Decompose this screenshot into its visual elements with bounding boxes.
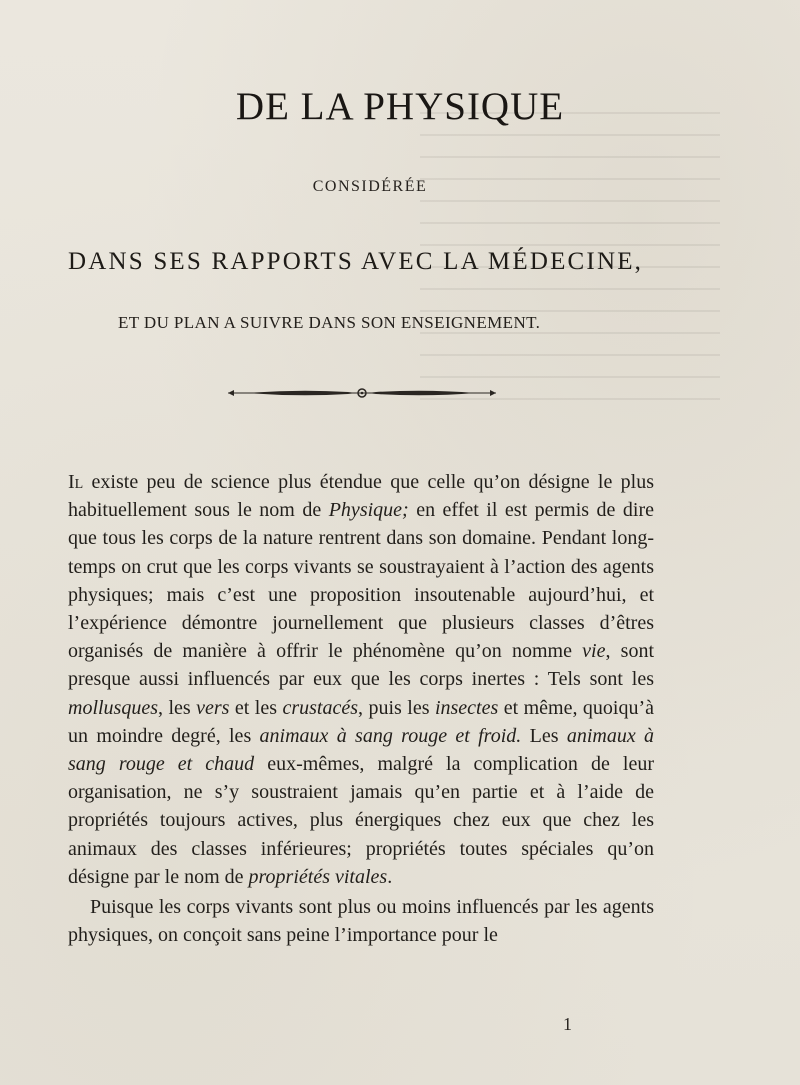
- italic-term: vie: [582, 640, 606, 663]
- italic-term: propriétés vitales: [248, 865, 388, 888]
- italic-term: mollusques: [68, 696, 158, 719]
- paragraph-1: [68, 468, 654, 891]
- italic-term: animaux à sang rouge et froid.: [259, 724, 522, 747]
- page-number: 1: [563, 1014, 572, 1034]
- paragraph-2: Puisque les corps vivants sont plus ou moins influencés par les agents physiques, on conçoit sans peine l’importance pour le: [68, 896, 654, 947]
- italic-term: crustacés: [282, 696, 359, 719]
- body-text: [68, 468, 654, 949]
- text-run: .: [387, 865, 393, 888]
- title-line-plan: ET DU PLAN A SUIVRE DANS SON ENSEIGNEMENT.: [118, 313, 541, 332]
- italic-term: insectes: [434, 696, 499, 719]
- text-run: , les: [158, 696, 197, 719]
- page-title: DE LA PHYSIQUE: [235, 85, 565, 128]
- text-run: existe peu de science plus étendue que celle qu’on désigne le plus habituellement sous le nom de: [68, 471, 654, 522]
- text-run: eux-mêmes, malgré la complication de leur organisation, ne s’y soustraient jamais qu’en partie et à l’aide de propriétés toujours actives, plus énergiques chez eux que chez les animaux des classes inférieures; propriétés toutes spéciales qu’on désigne par le nom de: [68, 753, 654, 888]
- title-subtitle: CONSIDÉRÉE: [312, 178, 428, 195]
- italic-term: vers: [196, 696, 230, 719]
- text-run: en effet il est permis de dire que tous les corps de la nature rentrent dans son domaine. Pendant long-temps on crut que les corps vivants se soustrayaient à l’action des agents physiques; mais c’est une proposition insoutenable aujourd’hui, et l’expérience démontre journellement que plusieurs classes d’êtres organisés de manière à offrir le phénomène qu’on nomme: [68, 499, 654, 663]
- text-run: et même, quoiqu’à un moindre degré, les: [68, 696, 654, 747]
- title-line-rapports: DANS SES RAPPORTS AVEC LA MÉDECINE,: [68, 248, 644, 275]
- ornamental-rule-icon: [228, 386, 496, 400]
- text-run: et les: [229, 696, 283, 719]
- text-run: , sont presque aussi influencés par eux que les corps inertes : Tels sont les: [68, 640, 654, 691]
- italic-term: Physique;: [328, 499, 409, 522]
- text-run: , puis les: [358, 696, 435, 719]
- text-run: Les: [521, 724, 567, 747]
- italic-term: animaux à sang rouge et chaud: [68, 724, 655, 776]
- drop-cap: Il: [68, 471, 84, 493]
